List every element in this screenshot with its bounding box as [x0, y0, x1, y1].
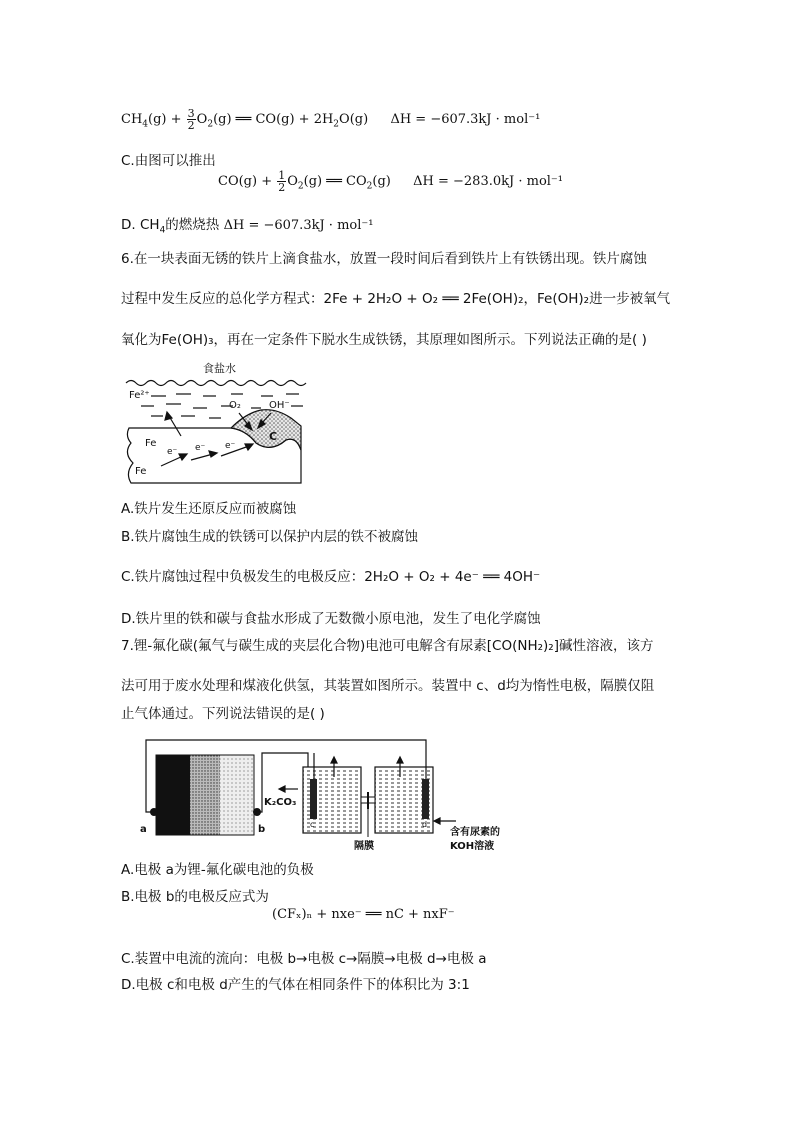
corrosion-diagram	[121, 358, 311, 488]
label-fe-1: Fe	[145, 438, 157, 449]
label-k2co3: K₂CO₃	[264, 797, 297, 808]
label-electrode-c: c	[310, 820, 315, 829]
q7-stem-line1: 7.锂-氟化碳(氟气与碳生成的夹层化合物)电池可电解含有尿素[CO(NH₂)₂]碱性溶液，该方	[121, 638, 654, 654]
label-electrode-a: a	[140, 824, 147, 835]
q6-corrosion-figure	[121, 358, 311, 488]
q6-option-a: A.铁片发生还原反应而被腐蚀	[121, 501, 297, 517]
q7-option-b-equation: (CFₓ)ₙ + nxe⁻ ══ nC + nxF⁻	[272, 907, 455, 922]
q6-option-d: D.铁片里的铁和碳与食盐水形成了无数微小原电池，发生了电化学腐蚀	[121, 611, 541, 627]
option-c5-label: C.由图可以推出	[121, 153, 216, 169]
label-koh: KOH溶液	[450, 841, 495, 852]
label-carbon: C	[269, 430, 278, 443]
q7-option-a: A.电极 a为锂-氟化碳电池的负极	[121, 862, 314, 878]
q6-option-b: B.铁片腐蚀生成的铁锈可以保护内层的铁不被腐蚀	[121, 529, 419, 545]
label-electron-3: e⁻	[225, 441, 236, 451]
label-salt-water: 食盐水	[203, 362, 236, 375]
option-d5: D. $CH_4$的燃烧热 ΔH = −607.3kJ · mol⁻¹	[121, 217, 374, 236]
label-fe2plus: Fe²⁺	[129, 390, 150, 401]
label-urea: 含有尿素的	[450, 827, 500, 838]
option-b5-equation: $CH_4(g)$ + $\frac{3}{2}$ $O_2(g)$ ══ $CO(g) + 2H_2O(g) \Delta H = -607.3kJ \cdot mol^{-1}$	[121, 107, 541, 132]
q7-option-d: D.电极 c和电极 d产生的气体在相同条件下的体积比为 3:1	[121, 977, 470, 993]
q7-stem-line2: 法可用于废水处理和煤液化供氢，其装置如图所示。装置中 c、d均为惰性电极，隔膜仅阻	[121, 678, 655, 694]
label-o2: O₂	[229, 400, 241, 411]
label-electrode-b: b	[258, 824, 266, 835]
q6-option-c: C.铁片腐蚀过程中负极发生的电极反应：2H₂O + O₂ + 4e⁻ ══ 4OH⁻	[121, 569, 541, 585]
q7-option-b-label: B.电极 b的电极反应式为	[121, 889, 269, 905]
q7-electrolysis-figure	[138, 737, 523, 855]
fraction: $\frac{1}{2}$	[278, 169, 286, 194]
enthalpy-value: ΔH = −607.3kJ · mol⁻¹	[223, 218, 374, 233]
q6-stem-line3: 氧化为Fe(OH)₃，再在一定条件下脱水生成铁锈，其原理如图所示。下列说法正确的是( )	[121, 332, 647, 348]
label-fe-2: Fe	[135, 466, 147, 477]
battery-electrolysis-diagram	[138, 737, 523, 855]
q7-stem-line3: 止气体通过。下列说法错误的是( )	[121, 706, 325, 722]
label-oh-minus: OH⁻	[269, 400, 290, 411]
option-c5-equation: CO(g) + $\frac{1}{2}$ $O_2(g)$ ══ $CO_2(g) \Delta H = -283.0kJ \cdot mol^{-1}$	[218, 169, 564, 194]
q7-option-c: C.装置中电流的流向：电极 b→电极 c→隔膜→电极 d→电极 a	[121, 951, 487, 967]
label-electrode-d: d	[422, 820, 428, 829]
q6-stem-line2: 过程中发生反应的总化学方程式：2Fe + 2H₂O + O₂ ══ 2Fe(OH)₂，Fe(OH)₂进一步被氧气	[121, 291, 671, 307]
q6-stem-line1: 6.在一块表面无锈的铁片上滴食盐水，放置一段时间后看到铁片上有铁锈出现。铁片腐蚀	[121, 251, 647, 267]
enthalpy-value: ΔH = −283.0kJ · mol⁻¹	[413, 174, 564, 189]
label-electron-2: e⁻	[195, 443, 206, 453]
label-membrane: 隔膜	[354, 841, 374, 852]
label-electron-1: e⁻	[167, 447, 178, 457]
fraction: $\frac{3}{2}$	[187, 107, 195, 132]
enthalpy-value: ΔH = −607.3kJ · mol⁻¹	[390, 112, 541, 127]
